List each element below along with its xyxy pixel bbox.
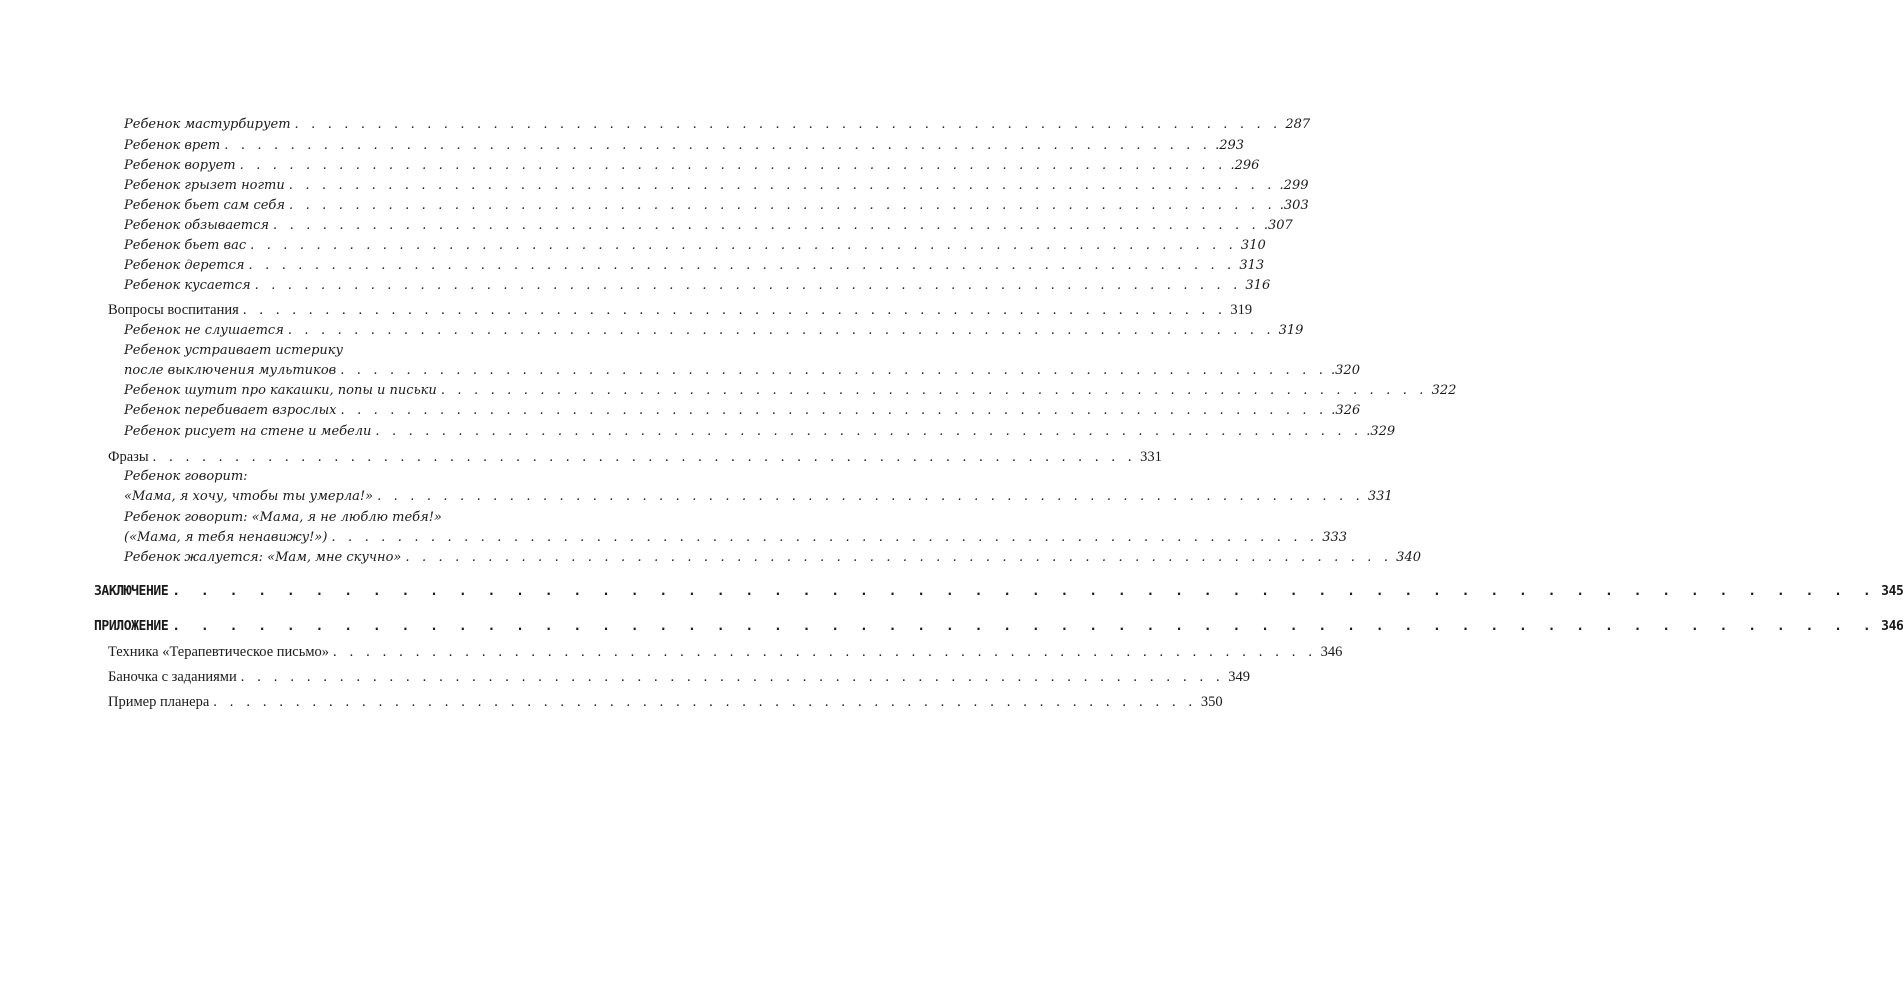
toc-entry-page: .299 (1279, 178, 1309, 193)
toc-leader-dots: . . . . . . . . . . . . . . . . . . . . . . . . . . . . . . . . . . . . . . . . . . . . . . . . . . . . . . . . . . . . (172, 584, 1878, 599)
toc-entry-label: Ребенок кусается (124, 278, 251, 293)
toc-entry-label: Ребенок перебивает взрослых (124, 403, 337, 418)
toc-entry-label: Ребенок не слушается (124, 323, 284, 338)
toc-entry-label: Ребенок шутит про какашки, попы и письки (124, 383, 437, 398)
toc-leader-dots: . . . . . . . . . . . . . . . . . . . . . . . . . . . . . . . . . . . . . . . . . . . . . . . . . . . . . . . . . . . . (213, 694, 1197, 710)
toc-entry-page: 287 (1285, 117, 1311, 132)
toc-chapter-label: ПРИЛОЖЕНИЕ (94, 619, 169, 634)
toc-entry[interactable] (124, 258, 1265, 273)
toc-entry-page: .326 (1331, 403, 1361, 418)
toc-entry[interactable] (124, 138, 1245, 153)
toc-entry-label: Ребенок ворует (124, 158, 236, 173)
toc-entry-label: «Мама, я хочу, чтобы ты умерла!» (124, 489, 374, 504)
toc-section-label: Фразы (108, 449, 149, 465)
toc-entry[interactable] (124, 278, 1271, 293)
toc-chapter-entry[interactable] (94, 619, 1903, 634)
toc-leader-dots: . . . . . . . . . . . . . . . . . . . . . . . . . . . . . . . . . . . . . . . . . . . . . . . . . . . . . . . . . . . . (331, 530, 1319, 545)
toc-section-page: 346 (1320, 644, 1343, 660)
toc-entry-label: Ребенок рисует на стене и мебели (124, 424, 372, 439)
toc-chapter-page: 346 (1881, 619, 1903, 634)
toc-entry-page: 331 (1367, 489, 1393, 504)
toc-leader-dots: . . . . . . . . . . . . . . . . . . . . . . . . . . . . . . . . . . . . . . . . . . . . . . . . . . . . . . . . . . . . (333, 644, 1317, 660)
toc-leader-dots: . . . . . . . . . . . . . . . . . . . . . . . . . . . . . . . . . . . . . . . . . . . . . . . . . . . . . . . . . . . . (288, 198, 1276, 213)
toc-entry-label: Ребенок бьет сам себя (124, 198, 285, 213)
toc-entry[interactable] (124, 238, 1266, 253)
toc-leader-dots: . . . . . . . . . . . . . . . . . . . . . . . . . . . . . . . . . . . . . . . . . . . . . . . . . . . . . . . . . . . . (254, 278, 1242, 293)
toc-entry-label: («Мама, я тебя ненавижу!») (124, 530, 328, 545)
toc-entry-label: Ребенок дерется (124, 258, 245, 273)
toc-leader-dots: . . . . . . . . . . . . . . . . . . . . . . . . . . . . . . . . . . . . . . . . . . . . . . . . . . . . . . . . . . . . (287, 323, 1275, 338)
toc-entry[interactable] (124, 424, 1396, 439)
toc-leader-dots: . . . . . . . . . . . . . . . . . . . . . . . . . . . . . . . . . . . . . . . . . . . . . . . . . . . . . . . . . . . . (273, 218, 1260, 233)
toc-entry[interactable] (124, 403, 1361, 418)
toc-entry-page: .307 (1263, 218, 1293, 233)
toc-section-page: 331 (1140, 449, 1162, 465)
toc-leader-dots: . . . . . . . . . . . . . . . . . . . . . . . . . . . . . . . . . . . . . . . . . . . . . . . . . . . . . . . . . . . . (224, 138, 1212, 153)
toc-entry[interactable] (124, 550, 1421, 565)
toc-entry-page: 310 (1240, 238, 1266, 253)
toc-entry-page: 313 (1239, 258, 1265, 273)
toc-entry-page: .293 (1215, 138, 1245, 153)
toc-entry-label: после выключения мультиков (124, 363, 337, 378)
toc-entry-label: Ребенок бьет вас (124, 238, 247, 253)
toc-entry-label: Ребенок обзывается (124, 218, 270, 233)
toc-leader-dots: . . . . . . . . . . . . . . . . . . . . . . . . . . . . . . . . . . . . . . . . . . . . . . . . . . . . . . . . . . . . (250, 238, 1237, 253)
toc-section-page: 350 (1200, 694, 1223, 710)
toc-entry-page: 340 (1396, 550, 1421, 565)
toc-entry-page: .320 (1331, 363, 1360, 378)
toc-leader-dots: . . . . . . . . . . . . . . . . . . . . . . . . . . . . . . . . . . . . . . . . . . . . . . . . . . . . . . . . . . . . (294, 117, 1282, 132)
toc-entry-label: Ребенок грызет ногти (124, 178, 285, 193)
toc-section-entry[interactable] (108, 669, 1251, 686)
toc-section-entry[interactable] (108, 694, 1223, 711)
toc-section-label: Вопросы воспитания (108, 302, 239, 318)
toc-chapter-label: ЗАКЛЮЧЕНИЕ (94, 584, 169, 599)
toc-entry-page: 333 (1322, 530, 1348, 545)
toc-section-entry[interactable] (108, 302, 1253, 319)
toc-entry[interactable] (124, 117, 1311, 132)
toc-leader-dots: . . . . . . . . . . . . . . . . . . . . . . . . . . . . . . . . . . . . . . . . . . . . . . . . . . . . . . . . . . . . (377, 489, 1364, 504)
toc-entry-page: .329 (1366, 424, 1396, 439)
toc-leader-dots: . . . . . . . . . . . . . . . . . . . . . . . . . . . . . . . . . . . . . . . . . . . . . . . . . . . . . . . . . . . . (239, 158, 1227, 173)
toc-entry-page: .303 (1279, 198, 1309, 213)
toc-entry-label: Ребенок мастурбирует (124, 117, 291, 132)
toc-leader-dots: . . . . . . . . . . . . . . . . . . . . . . . . . . . . . . . . . . . . . . . . . . . . . . . . . . . . . . . . . . . . (288, 178, 1276, 193)
toc-leader-dots: . . . . . . . . . . . . . . . . . . . . . . . . . . . . . . . . . . . . . . . . . . . . . . . . . . . . . . . . . . . . (172, 619, 1878, 634)
toc-entry[interactable] (124, 178, 1309, 193)
toc-entry-label-line1[interactable]: Ребенок говорит: «Мама, я не люблю тебя!» (124, 510, 442, 525)
toc-chapter-page: 345 (1881, 584, 1903, 599)
toc-leader-dots: . . . . . . . . . . . . . . . . . . . . . . . . . . . . . . . . . . . . . . . . . . . . . . . . . . . . . . . . . . . . (340, 403, 1328, 418)
toc-section-label: Баночка с заданиями (108, 669, 237, 685)
toc-section-label: Техника «Терапевтическое письмо» (108, 644, 330, 660)
toc-leader-dots: . . . . . . . . . . . . . . . . . . . . . . . . . . . . . . . . . . . . . . . . . . . . . . . . . . . . . . . . . . . . (440, 383, 1428, 398)
toc-entry-label: Ребенок врет (124, 138, 221, 153)
toc-leader-dots: . . . . . . . . . . . . . . . . . . . . . . . . . . . . . . . . . . . . . . . . . . . . . . . . . . . . . . . . . . . . (340, 363, 1328, 378)
toc-leader-dots: . . . . . . . . . . . . . . . . . . . . . . . . . . . . . . . . . . . . . . . . . . . . . . . . . . . . . . . . . . . . (375, 424, 1363, 439)
toc-section-page: 349 (1228, 669, 1251, 685)
toc-entry[interactable] (124, 218, 1293, 233)
toc-leader-dots: . . . . . . . . . . . . . . . . . . . . . . . . . . . . . . . . . . . . . . . . . . . . . . . . . . . . . . . . . . . . (152, 449, 1137, 465)
toc-entry-label: Ребенок жалуется: «Мам, мне скучно» (124, 550, 402, 565)
toc-entry-page: 319 (1278, 323, 1304, 338)
toc-entry-page: .296 (1230, 158, 1260, 173)
toc-chapter-entry[interactable] (94, 584, 1903, 599)
toc-section-entry[interactable] (108, 449, 1162, 466)
toc-leader-dots: . . . . . . . . . . . . . . . . . . . . . . . . . . . . . . . . . . . . . . . . . . . . . . . . . . . . . . . . . . . . (240, 669, 1225, 685)
toc-entry-page: 322 (1431, 383, 1457, 398)
toc-section-label: Пример планера (108, 694, 210, 710)
toc-entry[interactable] (124, 198, 1309, 213)
toc-entry[interactable] (124, 158, 1260, 173)
toc-leader-dots: . . . . . . . . . . . . . . . . . . . . . . . . . . . . . . . . . . . . . . . . . . . . . . . . . . . . . . . . . . . . (405, 550, 1393, 565)
toc-entry[interactable] (124, 489, 1393, 504)
toc-entry-label-line1[interactable]: Ребенок устраивает истерику (124, 343, 344, 358)
toc-leader-dots: . . . . . . . . . . . . . . . . . . . . . . . . . . . . . . . . . . . . . . . . . . . . . . . . . . . . . . . . . . . . (248, 258, 1236, 273)
toc-entry-page: 316 (1245, 278, 1271, 293)
toc-entry[interactable] (124, 363, 1360, 378)
toc-entry-label-line1[interactable]: Ребенок говорит: (124, 469, 248, 484)
toc-entry[interactable] (124, 530, 1348, 545)
toc-section-page: 319 (1230, 302, 1253, 318)
toc-leader-dots: . . . . . . . . . . . . . . . . . . . . . . . . . . . . . . . . . . . . . . . . . . . . . . . . . . . . . . . . . . . . (242, 302, 1227, 318)
toc-entry[interactable] (124, 383, 1457, 398)
toc-entry[interactable] (124, 323, 1304, 338)
toc-section-entry[interactable] (108, 644, 1343, 661)
